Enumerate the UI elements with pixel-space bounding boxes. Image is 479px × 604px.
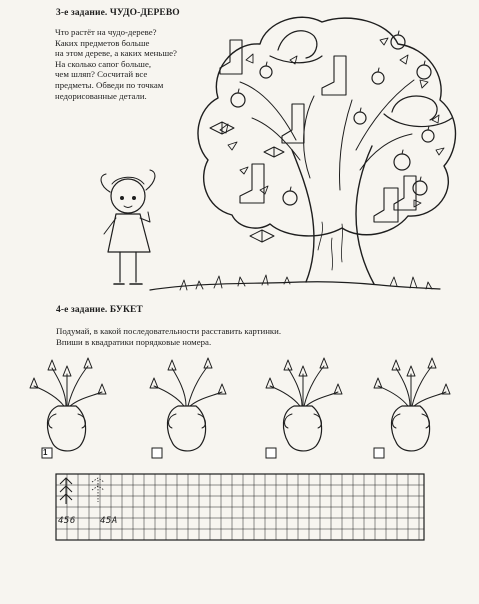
answer-box-1-label: 1 — [43, 448, 48, 457]
task-4-instructions: Подумай, в какой последовательности расставить картинки. Впиши в квадратики порядковые номера. — [56, 326, 282, 347]
flower-vase-3 — [266, 358, 342, 451]
handwritten-sequence-1: 456 — [58, 516, 76, 526]
writing-grid — [56, 474, 424, 540]
flower-vase-4 — [374, 358, 450, 451]
task-3-instructions: Что растёт на чудо-дереве? Каких предметов больше на этом дереве, а каких меньше? На сколько сапог больше, чем шляп? Сосчитай все предметы. Обведи по точкам недорисованные детали. — [55, 27, 177, 101]
answer-box-4[interactable] — [374, 448, 384, 458]
girl-figure — [101, 170, 155, 284]
task-3-title: 3-е задание. ЧУДО-ДЕРЕВО — [56, 8, 180, 18]
flower-vase-2 — [150, 358, 226, 451]
miracle-tree — [150, 17, 456, 290]
task-4-title: 4-е задание. БУКЕТ — [56, 305, 143, 315]
flower-vase-1 — [30, 358, 106, 451]
answer-box-3[interactable] — [266, 448, 276, 458]
handwritten-sequence-2: 45А — [100, 516, 118, 526]
answer-box-2[interactable] — [152, 448, 162, 458]
